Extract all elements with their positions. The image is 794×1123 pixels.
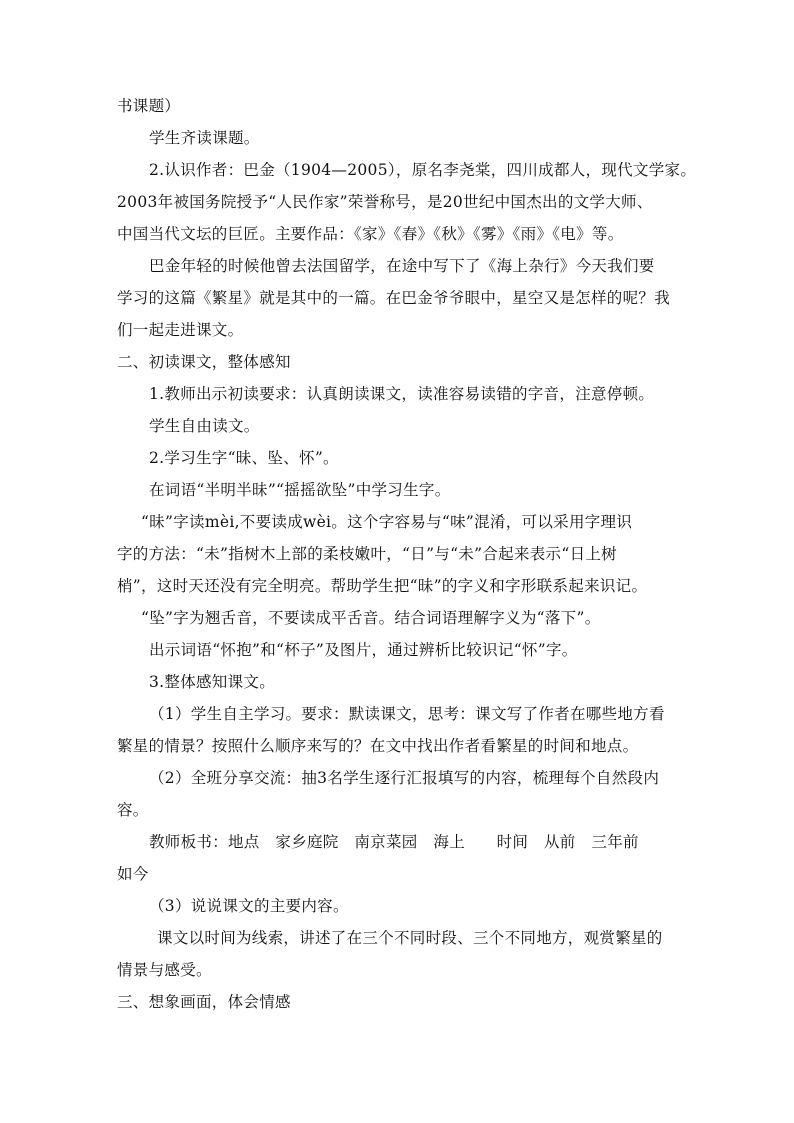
text-line: （2）全班分享交流：抽3名学生逐行汇报填写的内容，梳理每个自然段内 [149, 769, 660, 787]
text-line: 课文以时间为线索，讲述了在三个不同时段、三个不同地方，观赏繁星的 [157, 929, 663, 947]
text-line: 如今 [117, 865, 149, 883]
text-line: 2.认识作者：巴金（1904—2005），原名李尧棠，四川成都人，现代文学家。 [149, 161, 697, 179]
section-heading: 二、初读课文，整体感知 [117, 353, 291, 371]
text-line: “昧”字读mèi,不要读成wèi。这个字容易与“味”混淆，可以采用字理识 [141, 513, 633, 531]
text-line: 1.教师出示初读要求：认真朗读课文，读准容易读错的字音，注意停顿。 [149, 385, 655, 403]
text-line: 情景与感受。 [117, 961, 212, 979]
text-line: 2.学习生字“昧、坠、怀”。 [149, 449, 339, 467]
text-line: 中国当代文坛的巨匠。主要作品：《家》《春》《秋》《雾》《雨》《电》等。 [117, 225, 624, 243]
text-line: 3.整体感知课文。 [149, 673, 275, 691]
text-line: 容。 [117, 801, 149, 819]
text-line: 教师板书：地点 家乡庭院 南京菜园 海上 时间 从前 三年前 [149, 833, 639, 851]
text-line: 梢”，这时天还没有完全明亮。帮助学生把“昧”的字义和字形联系起来识记。 [117, 577, 648, 595]
text-line: （1）学生自主学习。要求：默读课文，思考：课文写了作者在哪些地方看 [149, 705, 665, 723]
text-line: 学生自由读文。 [149, 417, 260, 435]
text-line: 字的方法：“未”指树木上部的柔枝嫩叶，“日”与“未”合起来表示“日上树 [117, 545, 617, 563]
text-line: “坠”字为翘舌音，不要读成平舌音。结合词语理解字义为“落下”。 [141, 609, 601, 627]
text-line: （3）说说课文的主要内容。 [149, 897, 349, 915]
text-line: 学生齐读课题。 [149, 129, 260, 147]
section-heading: 三、想象画面，体会情感 [117, 993, 291, 1011]
text-line: 出示词语“怀抱”和“杯子”及图片，通过辨析比较识记“怀”字。 [149, 641, 578, 659]
text-line: 在词语“半明半昧”“摇摇欲坠”中学习生字。 [149, 481, 451, 499]
text-line: 们一起走进课文。 [117, 321, 244, 339]
text-line: 巴金年轻的时候他曾去法国留学，在途中写下了《海上杂行》今天我们要 [149, 257, 655, 275]
text-line: 2003年被国务院授予“人民作家”荣誉称号，是20世纪中国杰出的文学大师、 [117, 193, 653, 211]
text-line: 学习的这篇《繁星》就是其中的一篇。在巴金爷爷眼中，星空又是怎样的呢？我 [117, 289, 671, 307]
text-line: 繁星的情景？按照什么顺序来写的？在文中找出作者看繁星的时间和地点。 [117, 737, 639, 755]
text-line: 书课题） [117, 97, 181, 115]
